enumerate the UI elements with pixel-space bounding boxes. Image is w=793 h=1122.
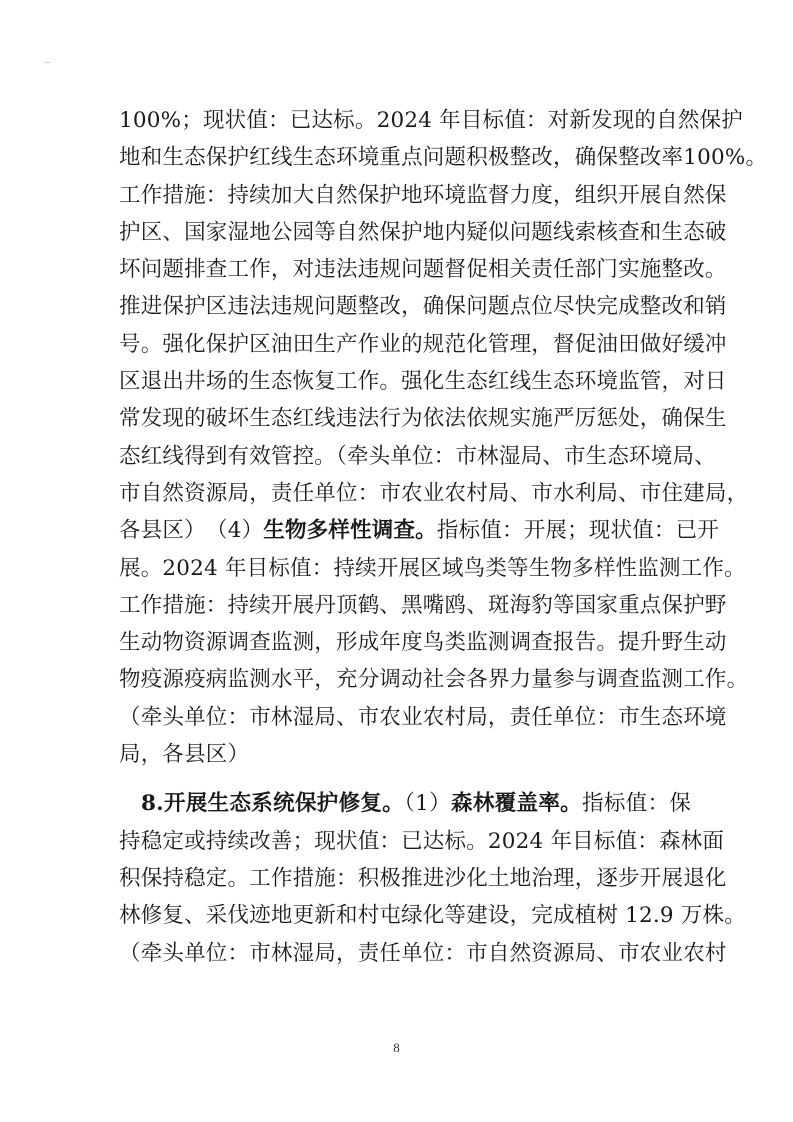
text-line: 工作措施：持续加大自然保护地环境监督力度，组织开展自然保 [119, 182, 727, 208]
text-line: 推进保护区违法违规问题整改，确保问题点位尽快完成整改和销 [119, 294, 727, 320]
text-line: 工作措施：持续开展丹顶鹤、黑嘴鸥、斑海豹等国家重点保护野 [119, 592, 727, 618]
text-line-biodiversity [119, 512, 719, 549]
text-line: 局，各县区） [119, 742, 250, 768]
subsection-heading: 森林覆盖率。 [451, 791, 582, 817]
text-line: 护区、国家湿地公园等自然保护地内疑似问题线索核查和生态破 [119, 219, 727, 245]
text-line: 持稳定或持续改善；现状值：已达标。2024 年目标值：森林面 [119, 828, 725, 854]
text-line: 积保持稳定。工作措施：积极推进沙化土地治理，逐步开展退化 [119, 865, 727, 891]
page-number: 8 [393, 1040, 400, 1055]
text-line: 坏问题排查工作，对违法违规问题督促相关责任部门实施整改。 [119, 257, 727, 283]
section-heading: 生物多样性调查。 [263, 518, 437, 544]
text-line: 生动物资源调查监测，形成年度鸟类监测调查报告。提升野生动 [119, 630, 727, 656]
text-line: 号。强化保护区油田生产作业的规范化管理，督促油田做好缓冲 [119, 331, 727, 357]
text-line: （牵头单位：市林湿局、市农业农村局，责任单位：市生态环境 [119, 704, 727, 730]
scan-artifact [44, 62, 50, 63]
text-line: 态红线得到有效管控。（牵头单位：市林湿局、市生态环境局、 [119, 443, 716, 469]
body-text [119, 102, 768, 972]
text-line: 林修复、采伐迹地更新和村屯绿化等建设，完成植树 12.9 万株。 [119, 903, 746, 929]
text-line: （牵头单位：市林湿局，责任单位：市自然资源局、市农业农村 [119, 940, 727, 966]
section-heading: 8.开展生态系统保护修复。 [141, 791, 405, 817]
paragraph-gap [119, 773, 691, 785]
text-line: 市自然资源局，责任单位：市农业农村局、市水利局、市住建局， [119, 480, 749, 506]
text-segment: 各县区） （4） [119, 518, 264, 544]
text-line-section-8 [119, 785, 691, 822]
text-line: 物疫源疫病监测水平，充分调动社会各界力量参与调查监测工作。 [119, 667, 749, 693]
text-line: 常发现的破坏生态红线违法行为依法依规实施严厉惩处，确保生 [119, 406, 727, 432]
text-line: 展。2024 年目标值：持续开展区域鸟类等生物多样性监测工作。 [119, 555, 746, 581]
text-line: 地和生态保护红线生态环境重点问题积极整改，确保整改率100%。 [119, 145, 768, 171]
text-segment: （1） [404, 791, 452, 817]
text-segment: 指标值：保 [582, 791, 692, 817]
text-line: 区退出井场的生态恢复工作。强化生态红线生态环境监管，对日 [119, 369, 727, 395]
text-line: 100%；现状值：已达标。2024 年目标值：对新发现的自然保护 [119, 108, 743, 133]
text-segment: 指标值：开展；现状值：已开 [436, 518, 719, 544]
